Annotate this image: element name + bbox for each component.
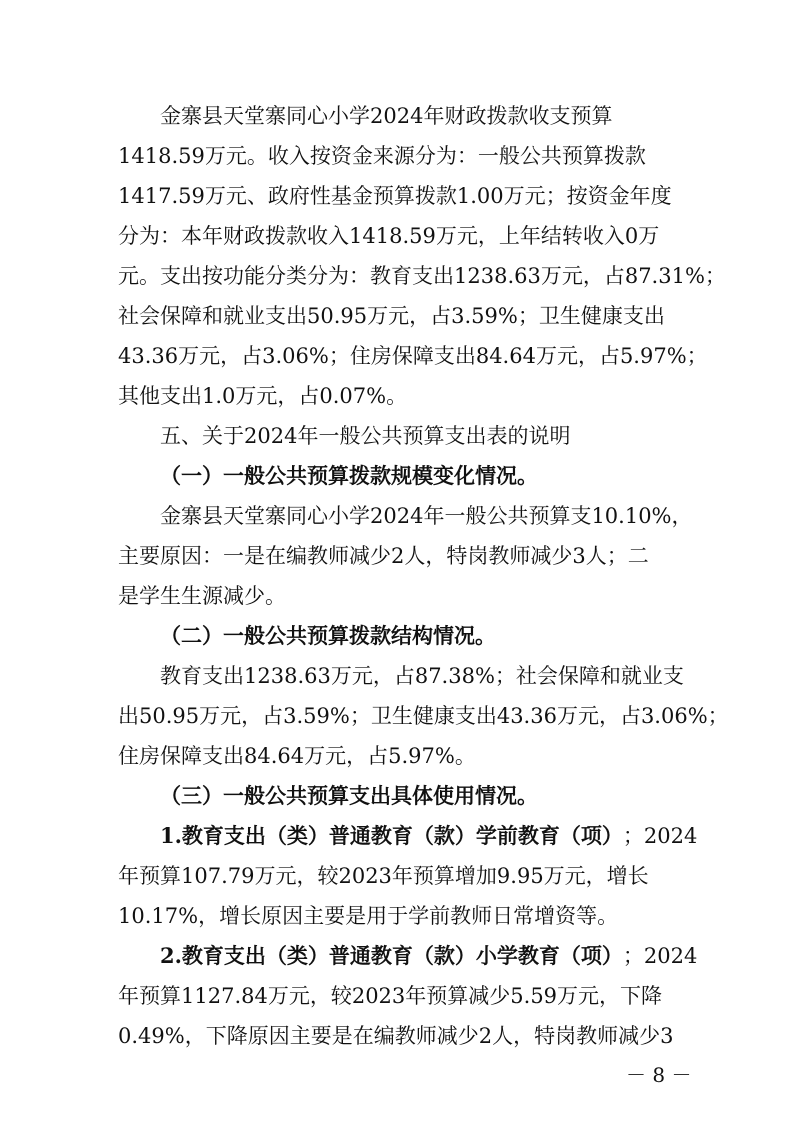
item-title: 1.教育支出（类）普通教育（款）学前教育（项） [160, 823, 623, 848]
paragraph-line: 元。支出按功能分类分为：教育支出1238.63万元，占87.31%； [118, 264, 726, 288]
section-heading: 五、关于2024年一般公共预算支出表的说明 [160, 424, 571, 448]
paragraph-line: 分为：本年财政拨款收入1418.59万元，上年结转收入0万 [118, 224, 660, 248]
paragraph-line: 43.36万元，占3.06%；住房保障支出84.64万元，占5.97%； [118, 344, 708, 368]
subsection-heading: （三）一般公共预算支出具体使用情况。 [160, 783, 538, 808]
item-title-tail: ；2024 [622, 944, 698, 968]
paragraph-line: 金寨县天堂寨同心小学2024年一般公共预算支10.10%， [160, 504, 693, 528]
paragraph-line: 1418.59万元。收入按资金来源分为：一般公共预算拨款 [118, 144, 646, 168]
paragraph-line: 10.17%，增长原因主要是用于学前教师日常增资等。 [118, 904, 619, 928]
subsection-heading: （一）一般公共预算拨款规模变化情况。 [160, 463, 538, 488]
paragraph-line: 主要原因：一是在编教师减少2人，特岗教师减少3人；二 [118, 544, 649, 568]
paragraph-line: 年预算1127.84万元，较2023年预算减少5.59万元，下降 [118, 984, 663, 1008]
paragraph-line: 1417.59万元、政府性基金预算拨款1.00万元；按资金年度 [118, 184, 672, 208]
paragraph-line: 金寨县天堂寨同心小学2024年财政拨款收支预算 [160, 104, 613, 128]
item-title-line [160, 822, 698, 850]
item-title: 2.教育支出（类）普通教育（款）小学教育（项） [160, 943, 623, 968]
subsection-heading: （二）一般公共预算拨款结构情况。 [160, 623, 496, 648]
paragraph-line: 教育支出1238.63万元，占87.38%；社会保障和就业支 [160, 664, 684, 688]
paragraph-line: 其他支出1.0万元，占0.07%。 [118, 384, 408, 408]
item-title-tail: ；2024 [622, 824, 698, 848]
paragraph-line: 是学生生源减少。 [118, 584, 286, 608]
paragraph-line: 社会保障和就业支出50.95万元，占3.59%；卫生健康支出 [118, 304, 665, 328]
page-number: － 8 － [626, 1063, 692, 1087]
paragraph-line: 出50.95万元，占3.59%；卫生健康支出43.36万元，占3.06%； [118, 704, 729, 728]
paragraph-line: 住房保障支出84.64万元，占5.97%。 [118, 744, 476, 768]
paragraph-line: 年预算107.79万元，较2023年预算增加9.95万元，增长 [118, 864, 649, 888]
paragraph-line: 0.49%，下降原因主要是在编教师减少2人，特岗教师减少3 [118, 1024, 674, 1048]
item-title-line [160, 942, 698, 970]
